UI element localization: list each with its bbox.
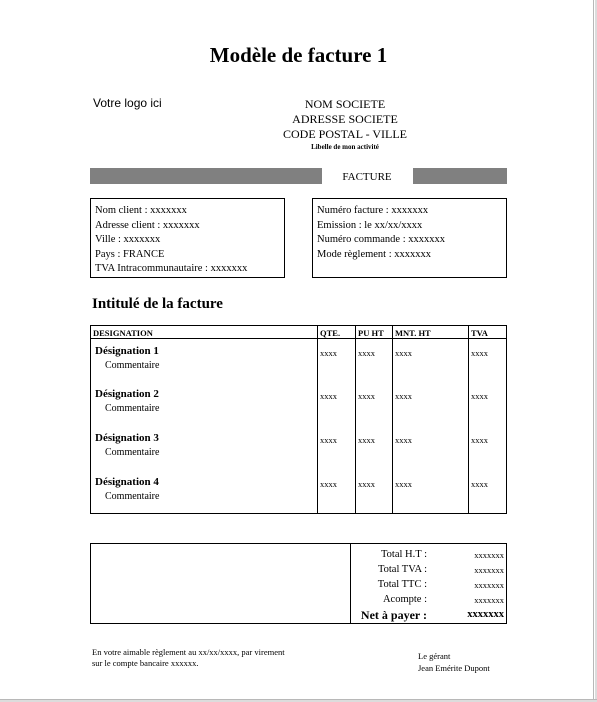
- total-ttc-label: Total TTC :: [377, 579, 427, 590]
- page-title: Modèle de facture 1: [209, 43, 388, 67]
- company-city: CODE POSTAL - VILLE: [282, 127, 408, 141]
- company-address: ADRESSE SOCIETE: [292, 112, 398, 126]
- column-header-qte: QTE.: [320, 328, 341, 338]
- invoice-number: Numéro facture : xxxxxxx: [317, 205, 429, 216]
- row-qte: xxxx: [320, 348, 337, 358]
- total-tva-value: xxxxxxx: [474, 565, 504, 575]
- deposit-label: Acompte :: [382, 594, 427, 605]
- client-country: Pays : FRANCE: [95, 248, 165, 260]
- deposit-value: xxxxxxx: [474, 595, 504, 605]
- invoice-subject: Intitulé de la facture: [92, 296, 223, 312]
- payment-note-line: En votre aimable règlement au xx/xx/xxxx, par virement: [92, 647, 285, 657]
- section-bar-left: [90, 168, 322, 184]
- row-pu: xxxx: [358, 435, 375, 445]
- row-comment: Commentaire: [105, 360, 160, 371]
- page-shadow-right: [593, 0, 594, 702]
- row-tva: xxxx: [471, 479, 488, 489]
- company-name: NOM SOCIETE: [304, 97, 386, 111]
- row-comment: Commentaire: [105, 491, 160, 502]
- payment-note-line: sur le compte bancaire xxxxxx.: [92, 658, 199, 668]
- client-address: Adresse client : xxxxxxx: [95, 219, 200, 231]
- row-qte: xxxx: [320, 435, 337, 445]
- row-designation: Désignation 1: [95, 345, 159, 357]
- invoice-payment: Mode règlement : xxxxxxx: [317, 248, 432, 260]
- table-header-divider: [91, 338, 506, 339]
- row-qte: xxxx: [320, 479, 337, 489]
- row-mnt: xxxx: [395, 348, 412, 358]
- row-tva: xxxx: [471, 435, 488, 445]
- row-comment: Commentaire: [105, 403, 160, 414]
- totals-divider: [350, 544, 351, 623]
- client-vat: TVA Intracommunautaire : xxxxxxx: [95, 263, 248, 274]
- client-city: Ville : xxxxxxx: [95, 234, 161, 245]
- total-tva-label: Total TVA :: [377, 564, 427, 575]
- row-comment: Commentaire: [105, 447, 160, 458]
- payment-note: [92, 647, 342, 669]
- signatory-name: Jean Emérite Dupont: [418, 663, 490, 673]
- row-qte: xxxx: [320, 391, 337, 401]
- row-mnt: xxxx: [395, 391, 412, 401]
- row-tva: xxxx: [471, 391, 488, 401]
- net-to-pay-value: xxxxxxx: [467, 609, 504, 620]
- table-row: [91, 345, 506, 385]
- client-info-box: [90, 198, 285, 278]
- section-label: FACTURE: [342, 171, 392, 183]
- client-name: Nom client : xxxxxxx: [95, 205, 187, 216]
- items-table: [90, 325, 507, 514]
- column-header-tva: TVA: [471, 328, 488, 338]
- company-activity: Libelle de mon activité: [311, 143, 379, 151]
- invoice-order: Numéro commande : xxxxxxx: [317, 234, 446, 245]
- column-header-designation: DESIGNATION: [93, 328, 153, 338]
- row-pu: xxxx: [358, 348, 375, 358]
- totals-box: [90, 543, 507, 624]
- total-ht-value: xxxxxxx: [474, 550, 504, 560]
- row-designation: Désignation 3: [95, 432, 159, 444]
- total-ttc-value: xxxxxxx: [474, 580, 504, 590]
- column-header-pu: PU HT: [358, 328, 384, 338]
- table-row: [91, 388, 506, 428]
- invoice-emission: Emission : le xx/xx/xxxx: [317, 219, 423, 231]
- section-bar-right: [413, 168, 507, 184]
- table-row: [91, 432, 506, 472]
- row-designation: Désignation 2: [95, 388, 159, 400]
- row-pu: xxxx: [358, 391, 375, 401]
- row-tva: xxxx: [471, 348, 488, 358]
- row-mnt: xxxx: [395, 435, 412, 445]
- table-row: [91, 476, 506, 516]
- total-ht-label: Total H.T :: [380, 549, 427, 560]
- column-header-mnt: MNT. HT: [395, 328, 431, 338]
- row-designation: Désignation 4: [95, 476, 159, 488]
- signatory-role: Le gérant: [418, 651, 451, 661]
- row-pu: xxxx: [358, 479, 375, 489]
- company-block: [245, 97, 445, 153]
- logo-placeholder: Votre logo ici: [93, 96, 162, 110]
- signature-block: [418, 650, 490, 674]
- net-to-pay-label: Net à payer :: [360, 608, 427, 622]
- row-mnt: xxxx: [395, 479, 412, 489]
- invoice-info-box: [312, 198, 507, 278]
